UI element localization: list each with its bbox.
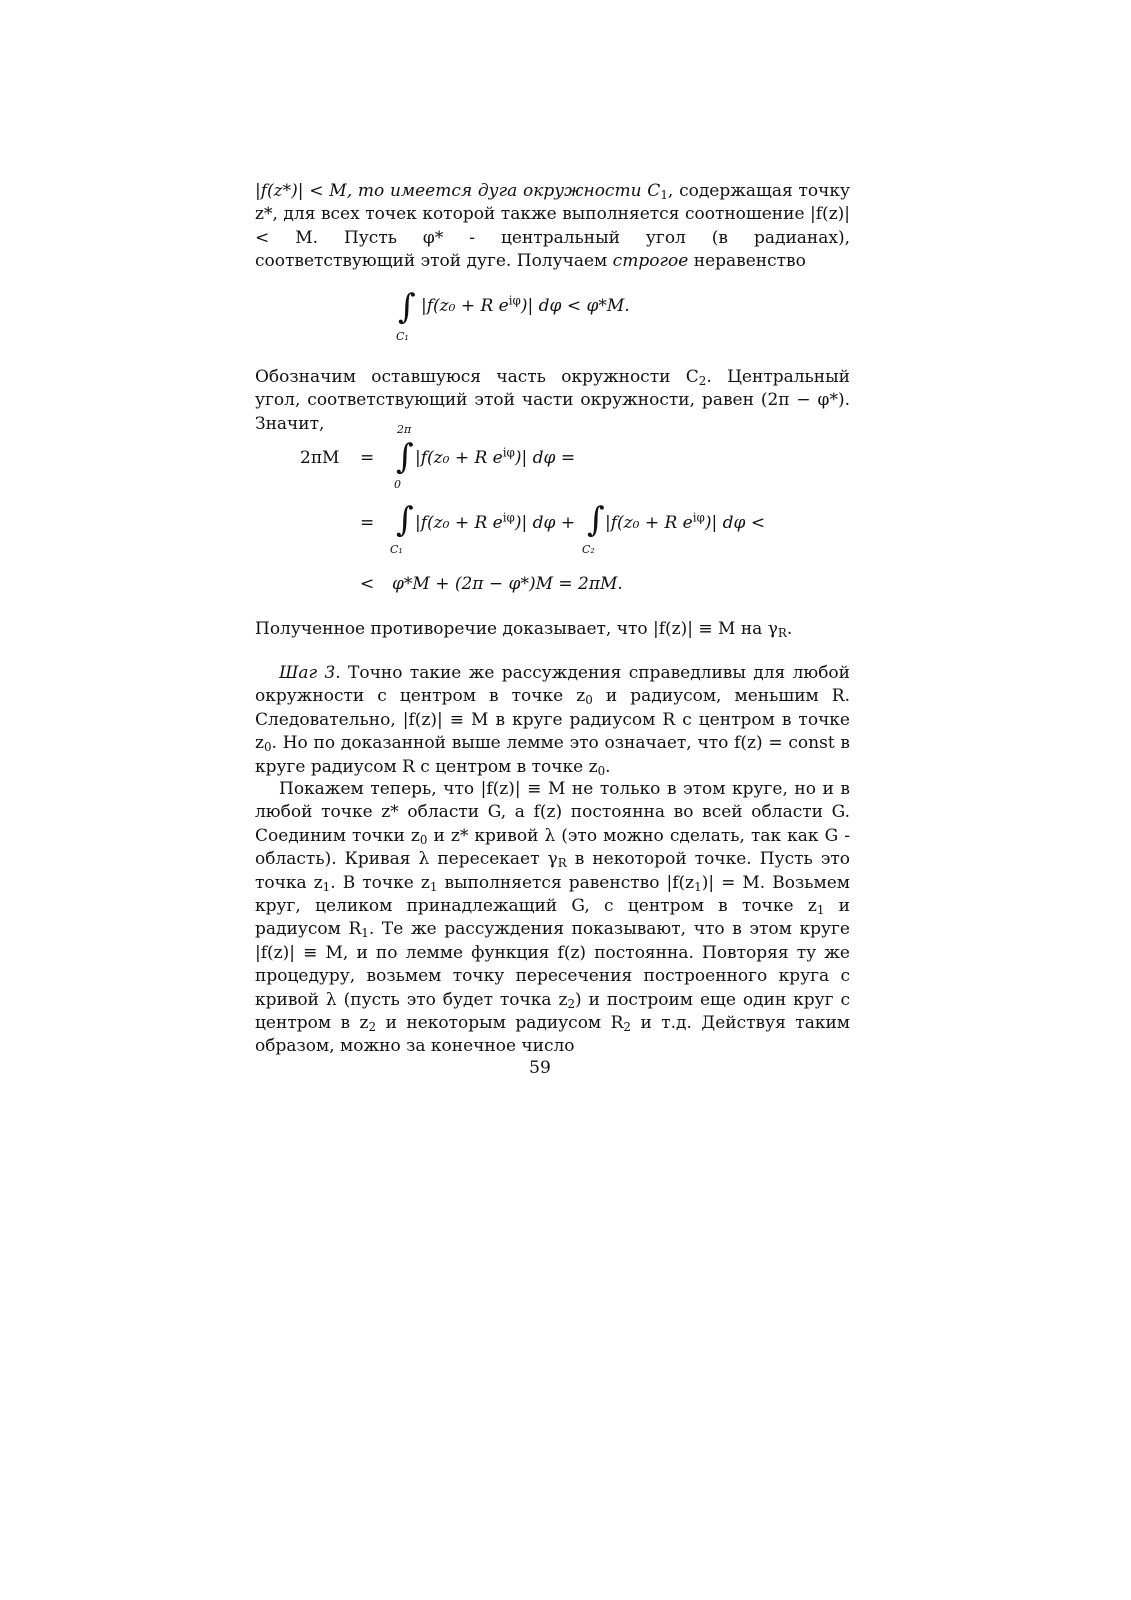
eq2-row3-rel: <: [360, 574, 375, 594]
eq-text: |f(z₀ + R e: [415, 513, 503, 533]
eq2-row1-upper: 2π: [397, 423, 412, 436]
text-span: Пусть φ* - центральный угол (в радианах), соответствующий этой: [255, 227, 850, 272]
eq-sup: iφ: [508, 293, 521, 308]
eq-text: )| dφ =: [514, 448, 576, 468]
text-span: .: [605, 756, 611, 777]
eq2-row1-body: [415, 445, 576, 468]
text-span: выполняется равенство |f(z: [437, 872, 695, 893]
text-span: и некоторым радиусом R: [376, 1013, 624, 1034]
integral-sign: ∫: [587, 500, 605, 540]
paragraph-3: [255, 618, 850, 641]
subscript: R: [557, 856, 567, 871]
eq2-lhs: 2πM: [300, 448, 340, 468]
subscript: 0: [585, 693, 593, 708]
integral-sign: ∫: [398, 287, 416, 327]
integral-sign: ∫: [396, 437, 414, 477]
text-span: неравенство: [688, 251, 806, 272]
text-span: ) и построим еще один круг с центром в z: [255, 989, 851, 1034]
text-span: |f(z*)| < M, то имеется дуга окружности C: [255, 181, 661, 201]
subscript: 2: [623, 1020, 631, 1035]
eq-sup: iφ: [502, 510, 515, 525]
subscript: 2: [698, 373, 707, 388]
text-span: и радиусом R: [255, 896, 850, 940]
text-span: и т.д. Действуя таким образом, можно за конечное число: [255, 1013, 851, 1057]
eq-text: )| dφ +: [514, 513, 576, 533]
eq-sup: iφ: [502, 445, 515, 460]
eq2-row2-rel: =: [360, 513, 375, 533]
eq2-row2-lower1: C₁: [390, 543, 403, 556]
text-span: Полученное противоречие доказывает, что |f(z)| ≡ M на γ: [255, 619, 778, 639]
subscript: 1: [322, 879, 331, 894]
eq-text: φ*M + (2π − φ*)M = 2πM.: [392, 574, 623, 594]
text-span: )| = M. Возьмем круг, целиком принадлежащий G, с центром в точке z: [255, 872, 851, 917]
subscript: 1: [816, 903, 825, 917]
text-span: . Те же рассуждения показывают, что в этом круге |f(z)| ≡ M, и по лемме функция f(z) постоянна. Повторяя ту же процедуру, возьмем точку пересечения построенного круга с кривой λ (пусть это будет точка z: [255, 919, 850, 1010]
text-span: , содержащая точку z*,: [255, 181, 850, 225]
eq-text: |f(z₀ + R e: [415, 448, 503, 468]
integral-lower-limit: C₁: [396, 330, 409, 343]
integral-sign: ∫: [396, 500, 414, 540]
paragraph-5: [255, 778, 850, 1059]
eq2-row2-body1: [415, 510, 576, 533]
emphasis: строгое: [612, 251, 689, 272]
subscript: 1: [660, 187, 668, 202]
text-span: для всех точек которой также выполняется соотношение |f(z)| < M.: [255, 204, 851, 248]
step-heading: Шаг 3.: [279, 663, 341, 683]
equation-body: [421, 293, 630, 316]
eq2-row1-lower: 0: [394, 478, 401, 491]
text-span: Покажем теперь, что |f(z)| ≡ M не только в этом круге, но и в любой точке z* области G, а f(z) постоянна во всей области G. Соединим точки z: [255, 779, 850, 846]
text-span: . Но по доказанной выше лемме это означает, что f(z) = const в круге радиусом R с центром в точке z: [255, 733, 850, 777]
subscript: 0: [263, 740, 272, 755]
eq2-row2-body2: [605, 510, 766, 533]
paragraph-4: [255, 662, 850, 779]
subscript: 2: [368, 1020, 377, 1035]
eq2-row1-rel: =: [360, 448, 375, 468]
subscript: 0: [597, 763, 606, 778]
eq2-row2-lower2: C₂: [582, 543, 595, 556]
eq-text: |f(z₀ + R e: [605, 513, 693, 533]
paragraph-2: [255, 366, 850, 436]
eq2-row3-body: [392, 574, 623, 594]
paragraph-1: [255, 180, 850, 274]
text-span: . Центральный угол,: [255, 367, 850, 411]
text-span: . В точке z: [330, 872, 430, 893]
eq-text: |f(z₀ + R e: [421, 296, 509, 316]
subscript: 1: [361, 926, 369, 941]
text-span: дуге. Получаем: [466, 251, 613, 272]
text-span: и радиусом, меньшим R. Следовательно, |f(z)| ≡ M в круге радиусом R с центром в точке z: [255, 686, 851, 754]
page-number: 59: [529, 1058, 551, 1078]
text-span: соответствующий этой части окружности, равен (2π − φ*). Значит,: [255, 390, 850, 434]
subscript: 2: [567, 996, 576, 1011]
subscript: 0: [419, 832, 428, 847]
subscript: 1: [694, 879, 702, 894]
subscript: 1: [429, 879, 438, 894]
eq-text: )| dφ <: [704, 513, 766, 533]
eq-sup: iφ: [692, 510, 705, 525]
text-span: .: [786, 619, 793, 639]
text-span: в некоторой точке. Пусть это точка z: [255, 849, 850, 893]
eq-text: )| dφ < φ*M.: [520, 296, 630, 316]
text-span: Точно такие же рассуждения справедливы для любой окружности с центром в точке z: [255, 663, 850, 707]
text-span: и z* кривой λ (это можно сделать, так как G - область). Кривая λ пересекает γ: [255, 825, 850, 870]
text-span: Обозначим оставшуюся часть окружности C: [255, 367, 699, 387]
subscript: R: [777, 625, 787, 640]
